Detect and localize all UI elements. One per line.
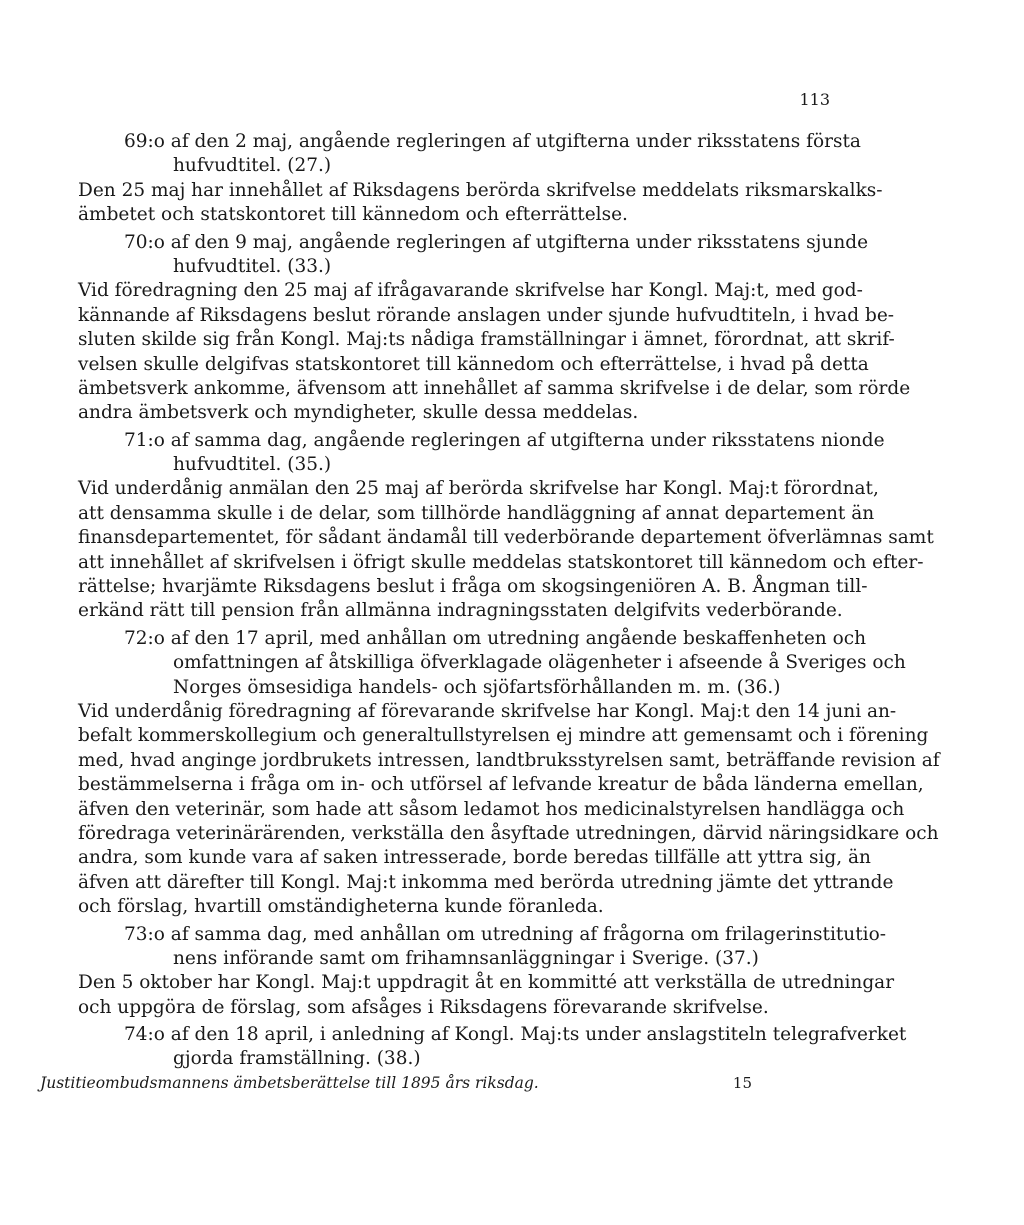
- entry-body-line: och uppgöra de förslag, som afsåges i Riksdagens förevarande skrifvelse.: [78, 996, 769, 1018]
- entry-heading-line: gjorda framställning. (38.): [173, 1048, 421, 1070]
- entry-body-line: rättelse; hvarjämte Riksdagens beslut i fråga om skogsingeniören A. B. Ångman till-: [78, 576, 868, 598]
- entry-body-line: att innehållet af skrifvelsen i öfrigt skulle meddelas statskontoret till kännedom och efter-: [78, 551, 924, 573]
- entry-heading-line: Norges ömsesidiga handels- och sjöfartsförhållanden m. m. (36.): [173, 676, 781, 698]
- entry-heading-line: 74:o af den 18 april, i anledning af Kongl. Maj:ts under anslagstiteln telegrafverket: [124, 1024, 907, 1046]
- footer-sheet-number: 15: [732, 1074, 752, 1092]
- entry-body-line: bestämmelserna i fråga om in- och utförsel af lefvande kreatur de båda länderna emellan,: [78, 774, 924, 796]
- entry-body-line: med, hvad anginge jordbrukets intressen, landtbruksstyrelsen samt, beträffande revision af: [78, 749, 940, 771]
- entry-heading-line: 73:o af samma dag, med anhållan om utredning af frågorna om frilagerinstitutio-: [124, 923, 886, 945]
- entry: [78, 231, 911, 429]
- entry-heading-line: nens införande samt om frihamnsanläggningar i Sverige. (37.): [173, 947, 759, 969]
- entry-body-line: Den 25 maj har innehållet af Riksdagens berörda skrifvelse meddelats riksmarskalks-: [78, 179, 883, 201]
- entry: [78, 1023, 907, 1075]
- entry-heading-line: 69:o af den 2 maj, angående regleringen af utgifterna under riksstatens första: [124, 131, 861, 152]
- entry-body-line: äfven den veterinär, som hade att såsom ledamot hos medicinalstyrelsen handlägga och: [78, 798, 905, 820]
- entry-body-line: sluten skilde sig från Kongl. Maj:ts nådiga framställningar i ämnet, förordnat, att skrif-: [78, 329, 895, 351]
- entry-body-line: kännande af Riksdagens beslut rörande anslagen under sjunde hufvudtiteln, i hvad be-: [78, 304, 895, 326]
- entry-body-line: ämbetsverk ankomme, äfvensom att innehållet af samma skrifvelse i de delar, som rörde: [78, 377, 911, 399]
- entry-body-line: föredraga veterinärärenden, verkställa den åsyftade utredningen, därvid näringsidkare och: [78, 822, 939, 844]
- entry-body-line: Vid underdånig föredragning af förevarande skrifvelse har Kongl. Maj:t den 14 juni an-: [78, 700, 897, 722]
- entry: [78, 923, 895, 1024]
- entry-body-line: Den 5 oktober har Kongl. Maj:t uppdragit åt en kommitté att verkställa de utredningar: [78, 972, 895, 994]
- entries-list: [78, 130, 940, 1075]
- entry-heading-line: 72:o af den 17 april, med anhållan om utredning angående beskaffenheten och: [124, 627, 866, 649]
- footer: [40, 1074, 752, 1092]
- entry-body-line: och förslag, hvartill omständigheterna kunde föranleda.: [78, 896, 604, 918]
- entry-body-line: att densamma skulle i de delar, som tillhörde handläggning af annat departement än: [78, 502, 875, 524]
- entry-body-line: andra, som kunde vara af saken intresserade, borde beredas tillfälle att yttra sig, än: [78, 847, 871, 869]
- entry-body-line: erkänd rätt till pension från allmänna indragningsstaten delgifvits vederbörande.: [78, 600, 843, 622]
- entry-body-line: Vid föredragning den 25 maj af ifrågavarande skrifvelse har Kongl. Maj:t, med god-: [78, 280, 863, 302]
- entry-body-line: velsen skulle delgifvas statskontoret till kännedom och efterrättelse, i hvad på detta: [78, 353, 869, 375]
- entry: [78, 627, 940, 923]
- entry-body-line: befalt kommerskollegium och generaltullstyrelsen ej mindre att gemensamt och i förening: [78, 725, 929, 747]
- entry-heading-line: 71:o af samma dag, angående regleringen af utgifterna under riksstatens nionde: [124, 429, 885, 451]
- entry-body-line: andra ämbetsverk och myndigheter, skulle dessa meddelas.: [78, 402, 639, 424]
- entry-body-line: finansdepartementet, för sådant ändamål till vederbörande departement öfverlämnas samt: [78, 527, 934, 549]
- entry: [78, 130, 883, 231]
- entry-heading-line: omfattningen af åtskilliga öfverklagade olägenheter i afseende å Sveriges och: [173, 652, 906, 674]
- entry-heading-line: hufvudtitel. (27.): [173, 155, 332, 177]
- entry-body-line: Vid underdånig anmälan den 25 maj af berörda skrifvelse har Kongl. Maj:t förordnat,: [78, 478, 879, 500]
- entry-heading-line: hufvudtitel. (33.): [173, 255, 332, 277]
- page-number: 113: [799, 90, 830, 109]
- entry-body-line: ämbetet och statskontoret till kännedom och efterrättelse.: [78, 204, 628, 226]
- footer-title: Justitieombudsmannens ämbetsberättelse till 1895 års riksdag.: [40, 1074, 539, 1092]
- entry: [78, 429, 934, 627]
- entry-heading-line: 70:o af den 9 maj, angående regleringen af utgifterna under riksstatens sjunde: [124, 231, 869, 253]
- entry-body-line: äfven att därefter till Kongl. Maj:t inkomma med berörda utredning jämte det yttrande: [78, 871, 894, 893]
- entry-heading-line: hufvudtitel. (35.): [173, 454, 332, 476]
